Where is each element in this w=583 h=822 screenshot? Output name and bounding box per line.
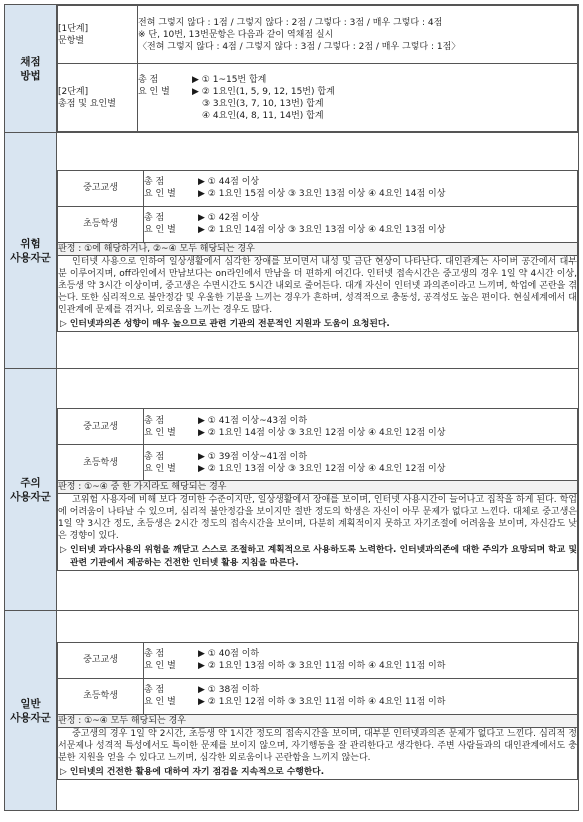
section-label-scoring: 채점 방법 [5, 5, 57, 133]
caution-note: ▷ 인터넷 과다사용의 위험을 깨닫고 스스로 조절하고 계획적으로 사용하도록 노력한다. 인터넷과의존에 대한 주의가 요망되며 학교 및 관련 기관에서 제공하는 건전한 인터넷 활용 지침을 따른다. [60, 545, 577, 568]
normal-note: ▷ 인터넷의 건전한 활용에 대하여 자기 점검을 지속적으로 수행한다. [60, 766, 325, 777]
risk-high-label: 중고교생 [58, 170, 144, 206]
normal-criteria [57, 642, 578, 780]
risk-description: 인터넷 사용으로 인하여 일상생활에서 심각한 장애를 보이면서 내성 및 금단 현상이 나타난다. 대인관계는 사이버 공간에서 대부분 이루어지며, off라인에서 만남보다는 on라인에서 만남을 더 편하게 여긴다. 인터넷 접속시간은 중고생의 경우 1일 약 4시간 이상, 초등생 약 3시간 이상이며, 중고생은 수면시간도 5시간 내외로 줄어든다. 대개 자신이 인터넷 과의존이라고 느끼며, 학업에 곤란을 겪는다. 또한 심리적으로 불안정감 및 우울한 기분을 느끼는 경우가 흔하며, 성격적으로 충동성, 공격성도 높은 편이다. 현실세계에서 대인관계에 문제를 겪거나, 외로움을 느끼는 경우도 많다. ▷ 인터넷과의존 성향이 매우 높으므로 관련 기관의 전문적인 지원과 도움이 요청된다. [58, 255, 578, 331]
caution-judgement: 판정 : ①~④ 중 한 가지라도 해당되는 경우 [58, 481, 578, 494]
step1-body: 전혀 그렇지 않다 : 1점 / 그렇지 않다 : 2점 / 그렇다 : 3점 / 매우 그렇다 : 4점 ※ 단, 10번, 13번문항은 다음과 같이 역채점 실시 〈전혀 그렇지 않다 : 4점 / 그렇지 않다 : 3점 / 그렇다 : 2점 / 매우 그렇다 : 1점〉 [138, 6, 578, 64]
normal-elem-criteria: 총 점 ▶ ① 38점 이하 요 인 별 ▶ ② 1요인 12점 이하 ③ 3요인 11점 이하 ④ 4요인 11점 이하 [144, 678, 578, 714]
caution-high-label: 중고교생 [58, 409, 144, 445]
caution-elem-criteria: 총 점 ▶ ① 39점 이상~41점 이하 요 인 별 ▶ ② 1요인 13점 이상 ③ 3요인 12점 이상 ④ 4요인 12점 이상 [144, 445, 578, 481]
caution-criteria [57, 408, 578, 571]
section-label-risk: 위험 사용자군 [5, 133, 57, 369]
risk-elem-criteria: 총 점 ▶ ① 42점 이상 요 인 별 ▶ ② 1요인 14점 이상 ③ 3요인 13점 이상 ④ 4요인 13점 이상 [144, 206, 578, 242]
caution-description: 고위험 사용자에 비해 보다 경미한 수준이지만, 일상생활에서 장애를 보이며, 인터넷 사용시간이 늘어나고 집착을 하게 된다. 학업에 어려움이 나타날 수 있으며, 심리적 불안정감을 보이지만 절반 정도의 학생은 자신이 아무 문제가 없다고 느낀다. 대체로 중고생은 1일 약 3시간 정도, 초등생은 2시간 정도의 접속시간을 보이며, 다분히 계획적이지 못하고 자기조절에 어려움을 보이며, 자신감도 낮은 경향이 있다. ▷ 인터넷 과다사용의 위험을 깨닫고 스스로 조절하고 계획적으로 사용하도록 노력한다. 인터넷과의존에 대한 주의가 요망되며 학교 및 관련 기관에서 제공하는 건전한 인터넷 활용 지침을 따른다. [58, 494, 578, 571]
caution-elem-label: 초등학생 [58, 445, 144, 481]
risk-judgement: 판정 : ①에 해당하거나, ②~④ 모두 해당되는 경우 [58, 242, 578, 255]
step1-label: [1단계] 문항별 [58, 6, 138, 64]
risk-note: ▷ 인터넷과의존 성향이 매우 높으므로 관련 기관의 전문적인 지원과 도움이 요청된다. [60, 318, 390, 329]
risk-criteria [57, 170, 578, 332]
caution-high-criteria: 총 점 ▶ ① 41점 이상~43점 이하 요 인 별 ▶ ② 1요인 14점 이상 ③ 3요인 12점 이상 ④ 4요인 12점 이상 [144, 409, 578, 445]
risk-elem-label: 초등학생 [58, 206, 144, 242]
section-label-normal: 일반 사용자군 [5, 611, 57, 811]
normal-high-label: 중고교생 [58, 642, 144, 678]
scoring-table [4, 4, 579, 811]
step2-body: 총 점 ▶ ① 1~15번 합계 요 인 별 ▶ ② 1요인(1, 5, 9, 12, 15번) 합계 ③ 3요인(3, 7, 10, 13번) 합계 ④ 4요인(4, 8, 11, 14번) 합계 [138, 64, 578, 132]
normal-elem-label: 초등학생 [58, 678, 144, 714]
section-label-caution: 주의 사용자군 [5, 369, 57, 611]
step2-label: [2단계] 총점 및 요인별 [58, 64, 138, 132]
normal-judgement: 판정 : ①~④ 모두 해당되는 경우 [58, 714, 578, 727]
scoring-steps [57, 5, 578, 132]
normal-high-criteria: 총 점 ▶ ① 40점 이하 요 인 별 ▶ ② 1요인 13점 이하 ③ 3요인 11점 이하 ④ 4요인 11점 이하 [144, 642, 578, 678]
normal-description: 중고생의 경우 1일 약 2시간, 초등생 약 1시간 정도의 접속시간을 보이며, 대부분 인터넷과의존 문제가 없다고 느낀다. 심리적 정서문제나 성격적 특성에서도 특이한 문제를 보이지 않으며, 자기행동을 잘 관리한다고 생각한다. 주변 사람들과의 대인관계에서도 충분한 지원을 얻을 수 있다고 느끼며, 심각한 외로움이나 곤란함을 느끼지 않는다. ▷ 인터넷의 건전한 활용에 대하여 자기 점검을 지속적으로 수행한다. [58, 727, 578, 779]
risk-high-criteria: 총 점 ▶ ① 44점 이상 요 인 별 ▶ ② 1요인 15점 이상 ③ 3요인 13점 이상 ④ 4요인 14점 이상 [144, 170, 578, 206]
